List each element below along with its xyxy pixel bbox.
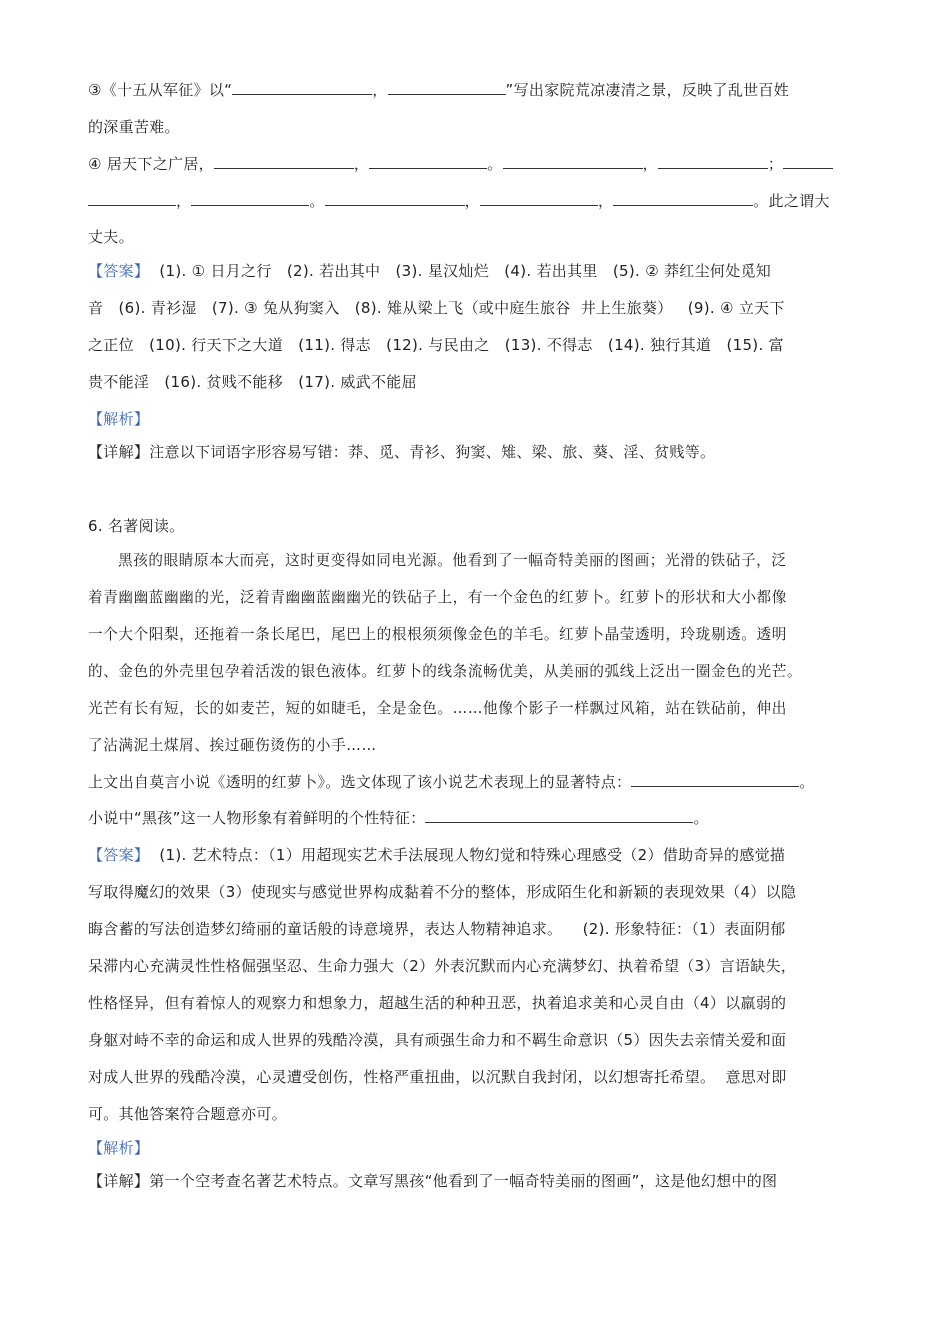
q6-detail: 【详解】第一个空考查名著艺术特点。文章写黑孩“他看到了一幅奇特美丽的图画”，这是他幻想中的图 <box>88 1172 778 1190</box>
q6-question-2: 小说中“黑孩”这一人物形象有着鲜明的个性特征： 。 <box>88 809 709 827</box>
q5-answer-line: 之正位 (10). 行天下之大道 (11). 得志 (12). 与民由之 (13). 不得志 (14). 独行其道 (15). 富 <box>88 336 784 354</box>
q5-line-3: ③《十五从军征》以“ ， ”写出家院荒凉凄清之景，反映了乱世百姓 <box>88 81 790 99</box>
analysis-tag: 【解析】 <box>88 410 150 428</box>
passage-line: 了沾满泥土煤屑、挨过砸伤烫伤的小手…… <box>88 737 377 754</box>
q5-line: 丈夫。 <box>88 228 134 246</box>
answer-tag: 【答案】 <box>88 846 150 864</box>
fill-blank[interactable] <box>191 191 309 206</box>
fill-blank[interactable] <box>783 154 833 169</box>
fill-blank[interactable] <box>658 154 768 169</box>
fill-blank[interactable] <box>88 191 176 206</box>
q5-line: 的深重苦难。 <box>88 118 180 136</box>
fill-blank[interactable] <box>232 80 372 95</box>
fill-blank[interactable] <box>503 154 643 169</box>
q6-answer-line: 身躯对峙不幸的命运和成人世界的残酷冷漠，具有顽强生命力和不羁生命意识（5）因失去亲情关爱和面 <box>88 1031 787 1049</box>
q5-detail: 【详解】注意以下词语字形容易写错：莽、觅、青衫、狗窦、雉、梁、旅、葵、淫、贫贱等。 <box>88 443 716 461</box>
fill-blank[interactable] <box>425 808 693 823</box>
q5-line-4b: ， 。 ， ， 。此之谓大 <box>88 191 830 211</box>
passage-line: 的、金色的外壳里包孕着活泼的银色液体。红萝卜的线条流畅优美，从美丽的弧线上泛出一圈金色的光芒。 <box>88 663 803 680</box>
fill-blank[interactable] <box>369 154 487 169</box>
q6-answer-line: 写取得魔幻的效果（3）使现实与感觉世界构成黏着不分的整体，形成陌生化和新颖的表现效果（4）以隐 <box>88 883 797 901</box>
q6-question-1: 上文出自莫言小说《透明的红萝卜》。选文体现了该小说艺术表现上的显著特点： 。 <box>88 773 815 791</box>
q5-line-4: ④ 居天下之广居， ， 。 ， ； <box>88 154 833 174</box>
q6-answer-line: 晦含蓄的写法创造梦幻绮丽的童话般的诗意境界，表达人物精神追求。 (2). 形象特征：（1）表面阴郁 <box>88 920 786 938</box>
fill-blank[interactable] <box>480 191 598 206</box>
passage-line: 光芒有长有短，长的如麦芒，短的如睫毛，全是金色。……他像个影子一样飘过风箱，站在铁砧前，伸出 <box>88 700 787 717</box>
q5-answer-line: 音 (6). 青衫湿 (7). ③ 兔从狗窦入 (8). 雉从梁上飞（或中庭生旅谷 井上生旅葵） (9). ④ 立天下 <box>88 299 785 317</box>
fill-blank[interactable] <box>214 154 354 169</box>
q5-answer-line: 贵不能淫 (16). 贫贱不能移 (17). 威武不能屈 <box>88 373 417 391</box>
fill-blank[interactable] <box>631 772 799 787</box>
text: ③《十五从军征》以“ <box>88 81 233 99</box>
q6-answer-line: 可。其他答案符合题意亦可。 <box>88 1105 287 1123</box>
q6-answer-line: 对成人世界的残酷冷漠，心灵遭受创伤，性格严重扭曲，以沉默自我封闭，以幻想寄托希望。 意思对即 <box>88 1068 787 1086</box>
passage-line: 黑孩的眼睛原本大而亮，这时更变得如同电光源。他看到了一幅奇特美丽的图画；光滑的铁砧子，泛 <box>118 552 787 569</box>
q6-answer-line: 性格怪异，但有着惊人的观察力和想象力，超越生活的种种丑恶，执着追求美和心灵自由（4）以羸弱的 <box>88 994 787 1012</box>
fill-blank[interactable] <box>325 191 465 206</box>
fill-blank[interactable] <box>613 191 753 206</box>
answer-tag: 【答案】 <box>88 262 150 280</box>
q5-answer-line: 【答案】 (1). ① 日月之行 (2). 若出其中 (3). 星汉灿烂 (4). 若出其里 (5). ② 莽红尘何处觅知 <box>88 262 772 280</box>
analysis-tag: 【解析】 <box>88 1139 150 1157</box>
passage-line: 着青幽幽蓝幽幽的光，泛着青幽幽蓝幽幽光的铁砧子上，有一个金色的红萝卜。红萝卜的形状和大小都像 <box>88 589 787 606</box>
fill-blank[interactable] <box>388 80 506 95</box>
q6-heading: 6. 名著阅读。 <box>88 517 185 535</box>
passage-line: 一个大个阳梨，还拖着一条长尾巴，尾巴上的根根须须像金色的羊毛。红萝卜晶莹透明，玲珑剔透。透明 <box>88 626 787 643</box>
q6-answer-line: 呆滞内心充满灵性性格倔强坚忍、生命力强大（2）外表沉默而内心充满梦幻、执着希望（3）言语缺失， <box>88 957 797 975</box>
q6-answer-line: 【答案】 (1). 艺术特点：（1）用超现实艺术手法展现人物幻觉和特殊心理感受（2）借助奇异的感觉描 <box>88 846 786 864</box>
